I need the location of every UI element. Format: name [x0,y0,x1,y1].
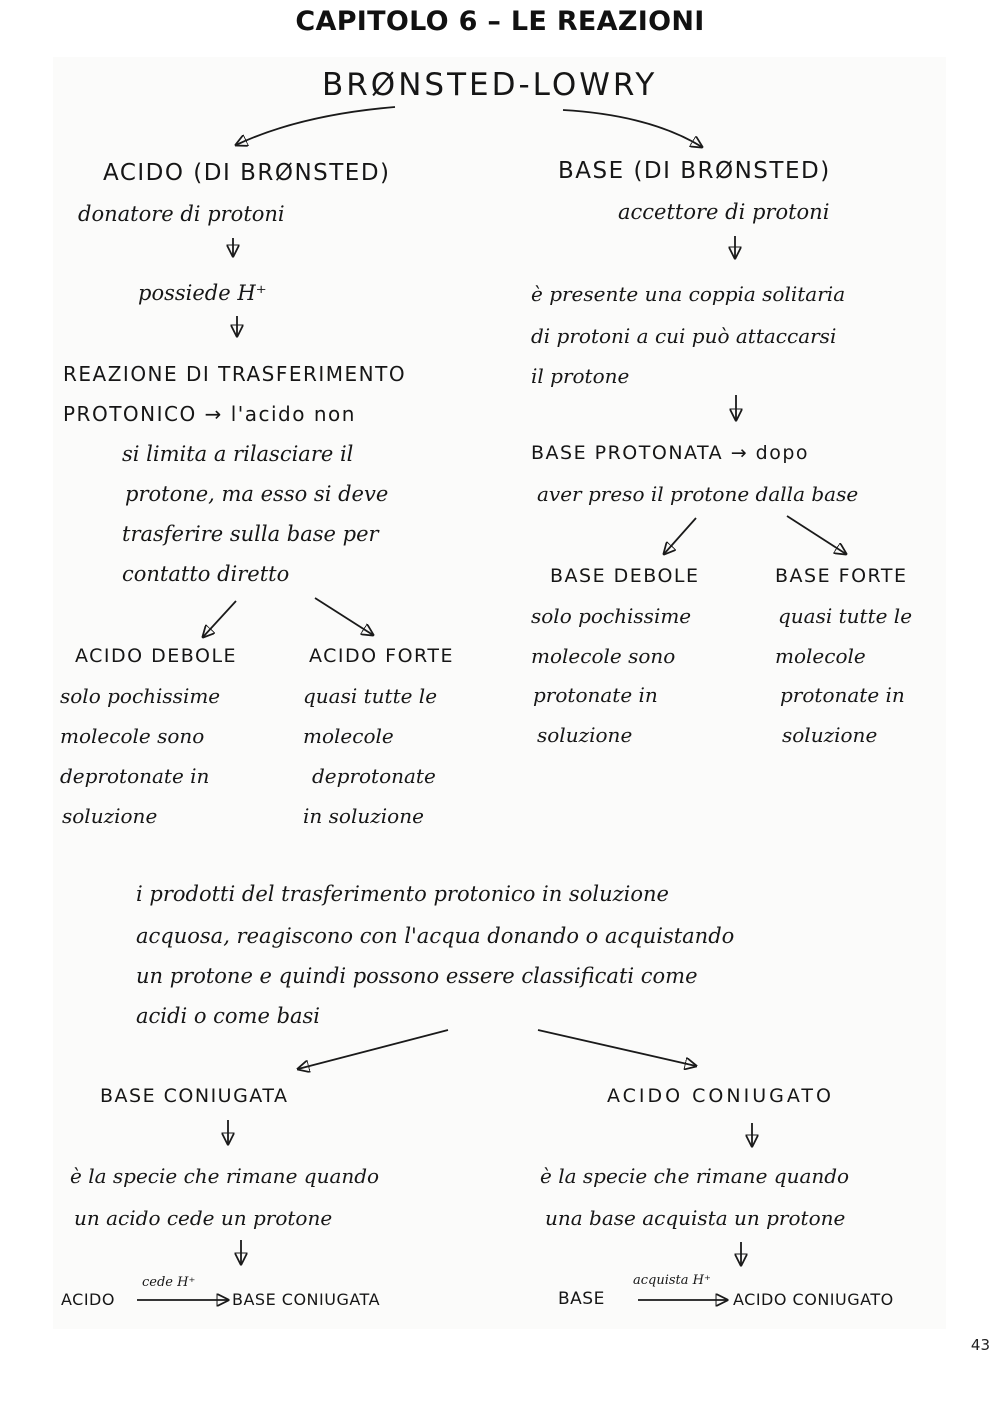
weak-acid-line-4: soluzione [62,804,158,828]
products-line-4: acidi o come basi [136,1004,321,1028]
products-line-1: i prodotti del trasferimento protonico in soluzione [136,882,669,906]
protonated-base-line-1: BASE PROTONATA → dopo [531,442,810,464]
reaction-line-4: protone, ma esso si deve [125,482,389,506]
weak-acid-line-3: deprotonate in [60,764,210,788]
weak-base-heading: BASE DEBOLE [550,565,700,587]
eq-conjugate-base-right: BASE CONIUGATA [232,1290,381,1309]
eq-acid-left: ACIDO [61,1290,115,1309]
conjugate-base-heading: BASE CONIUGATA [100,1085,289,1107]
acid-heading: ACIDO (DI BRØNSTED) [103,160,391,186]
conjugate-base-line-2: un acido cede un protone [74,1206,333,1230]
strong-acid-heading: ACIDO FORTE [309,645,454,667]
eq-conjugate-acid-right: ACIDO CONIUGATO [733,1290,894,1309]
arrow-to-weak-acid [203,601,236,637]
arrow-title-to-base [563,110,702,147]
products-line-3: un protone e quindi possono essere classificati come [136,964,698,988]
weak-base-line-1: solo pochissime [531,604,692,628]
base-has-line-3: il protone [531,364,630,388]
weak-acid-heading: ACIDO DEBOLE [75,645,238,667]
base-has-line-2: di protoni a cui può attaccarsi [531,324,837,348]
conjugate-acid-heading: ACIDO CONIUGATO [607,1085,834,1107]
weak-base-line-3: protonate in [533,683,658,707]
conjugate-base-line-1: è la specie che rimane quando [70,1164,380,1188]
strong-acid-line-3: deprotonate [312,764,436,788]
eq-cede-label: cede H⁺ [142,1275,196,1290]
weak-base-line-4: soluzione [537,723,633,747]
arrow-to-weak-base [664,518,696,554]
arrow-products-to-conj-base [298,1030,448,1069]
arrow-title-to-acid [236,107,395,145]
weak-acid-line-2: molecole sono [60,724,205,748]
eq-acquista-label: acquista H⁺ [633,1273,711,1288]
conjugate-acid-line-2: una base acquista un protone [545,1206,846,1230]
arrow-to-strong-base [787,516,846,554]
arrow-products-to-conj-acid [538,1030,696,1066]
strong-acid-line-1: quasi tutte le [303,684,438,708]
weak-base-line-2: molecole sono [531,644,676,668]
arrow-to-strong-acid [315,598,373,635]
base-has-line-1: è presente una coppia solitaria [531,282,846,306]
strong-base-heading: BASE FORTE [775,565,908,587]
products-line-2: acquosa, reagiscono con l'acqua donando o acquistando [136,924,735,948]
page-title: CAPITOLO 6 – LE REAZIONI [295,6,705,37]
protonated-base-line-2: aver preso il protone dalla base [537,482,859,506]
strong-acid-line-2: molecole [303,724,394,748]
map-title: BRØNSTED-LOWRY [322,67,658,103]
weak-acid-line-1: solo pochissime [60,684,221,708]
reaction-line-1: REAZIONE DI TRASFERIMENTO [63,362,407,386]
strong-acid-line-4: in soluzione [303,804,424,828]
acid-possesses: possiede H⁺ [138,281,267,305]
acid-definition: donatore di protoni [78,202,285,226]
reaction-line-3: si limita a rilasciare il [122,442,354,466]
strong-base-line-1: quasi tutte le [778,604,913,628]
base-heading: BASE (DI BRØNSTED) [558,158,831,184]
reaction-line-6: contatto diretto [122,562,290,586]
strong-base-line-2: molecole [775,644,866,668]
reaction-line-2: PROTONICO → l'acido non [63,402,356,426]
reaction-line-5: trasferire sulla base per [122,522,379,546]
strong-base-line-4: soluzione [782,723,878,747]
eq-base-left: BASE [558,1289,605,1309]
base-definition: accettore di protoni [618,200,830,224]
conjugate-acid-line-1: è la specie che rimane quando [540,1164,850,1188]
page-number: 43 [970,1336,990,1354]
strong-base-line-3: protonate in [780,683,905,707]
